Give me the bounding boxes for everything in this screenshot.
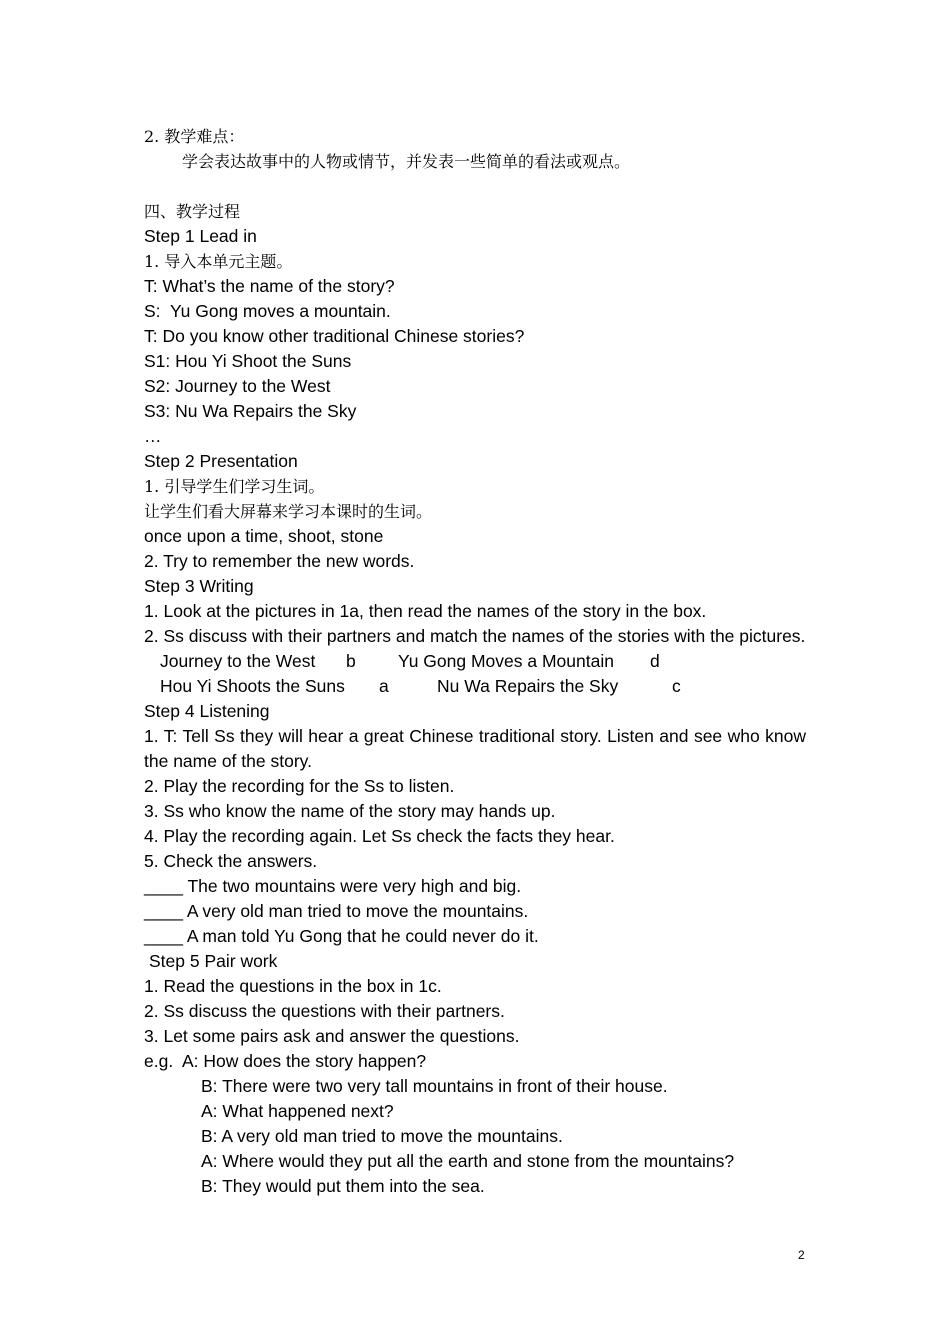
step2-item1-sub: 让学生们看大屏幕来学习本课时的生词。 (144, 502, 433, 521)
step5-item2: 2. Ss discuss the questions with their partners. (144, 1001, 505, 1021)
step1-title: Step 1 Lead in (144, 226, 257, 246)
match-story: Nu Wa Repairs the Sky (437, 676, 619, 696)
step1-item1: 1. 导入本单元主题。 (144, 252, 293, 271)
match-letter: b (346, 651, 356, 671)
example-first-line: e.g. A: How does the story happen? (144, 1051, 427, 1071)
step3-title: Step 3 Writing (144, 576, 254, 596)
step4-item4: 4. Play the recording again. Let Ss check the facts they hear. (144, 826, 615, 846)
step2-item2: 2. Try to remember the new words. (144, 551, 415, 571)
step1-line: S3: Nu Wa Repairs the Sky (144, 401, 357, 421)
difficulty-text: 学会表达故事中的人物或情节，并发表一些简单的看法或观点。 (182, 152, 631, 171)
process-heading: 四、教学过程 (144, 202, 241, 221)
step5-item3: 3. Let some pairs ask and answer the questions. (144, 1026, 520, 1046)
step4-item1: 1. T: Tell Ss they will hear a great Chinese traditional story. Listen and see who know the name of the story. (144, 726, 806, 771)
match-row (144, 674, 806, 699)
step1-line: S2: Journey to the West (144, 376, 331, 396)
step5-item1: 1. Read the questions in the box in 1c. (144, 976, 442, 996)
match-story: Journey to the West (160, 651, 316, 671)
match-letter: d (650, 651, 660, 671)
step4-item3: 3. Ss who know the name of the story may hands up. (144, 801, 556, 821)
step4-item5: 5. Check the answers. (144, 851, 318, 871)
page-number: 2 (798, 1248, 805, 1262)
dialogue-line: B: They would put them into the sea. (201, 1176, 485, 1196)
step2-words: once upon a time, shoot, stone (144, 526, 384, 546)
fact-line: ____ A man told Yu Gong that he could never do it. (144, 926, 539, 946)
step2-title: Step 2 Presentation (144, 451, 298, 471)
match-letter: a (379, 676, 389, 696)
document-page (144, 124, 806, 1199)
blank-line (144, 174, 806, 199)
dialogue-line: B: A very old man tried to move the mountains. (201, 1126, 563, 1146)
step2-item1: 1. 引导学生们学习生词。 (144, 477, 325, 496)
dialogue-line: A: What happened next? (201, 1101, 394, 1121)
dialogue-line: A: Where would they put all the earth and stone from the mountains? (201, 1151, 735, 1171)
step4-title: Step 4 Listening (144, 701, 270, 721)
match-letter: c (672, 676, 681, 696)
difficulty-heading: 2. 教学难点： (144, 127, 245, 146)
step1-line: T: Do you know other traditional Chinese stories? (144, 326, 525, 346)
match-story: Hou Yi Shoots the Suns (160, 676, 345, 696)
dialogue-line: B: There were two very tall mountains in front of their house. (201, 1076, 668, 1096)
step5-title: Step 5 Pair work (149, 951, 278, 971)
fact-line: ____ The two mountains were very high and big. (144, 876, 522, 896)
step1-line: T: What’s the name of the story? (144, 276, 395, 296)
step1-line: S1: Hou Yi Shoot the Suns (144, 351, 352, 371)
match-story: Yu Gong Moves a Mountain (398, 651, 614, 671)
step3-item1: 1. Look at the pictures in 1a, then read the names of the story in the box. (144, 601, 707, 621)
step4-item2: 2. Play the recording for the Ss to listen. (144, 776, 455, 796)
fact-line: ____ A very old man tried to move the mountains. (144, 901, 529, 921)
step1-ellipsis: … (144, 426, 162, 446)
step3-item2: 2. Ss discuss with their partners and match the names of the stories with the pictures. (144, 626, 806, 646)
match-row (144, 649, 806, 674)
step1-line: S: Yu Gong moves a mountain. (144, 301, 391, 321)
